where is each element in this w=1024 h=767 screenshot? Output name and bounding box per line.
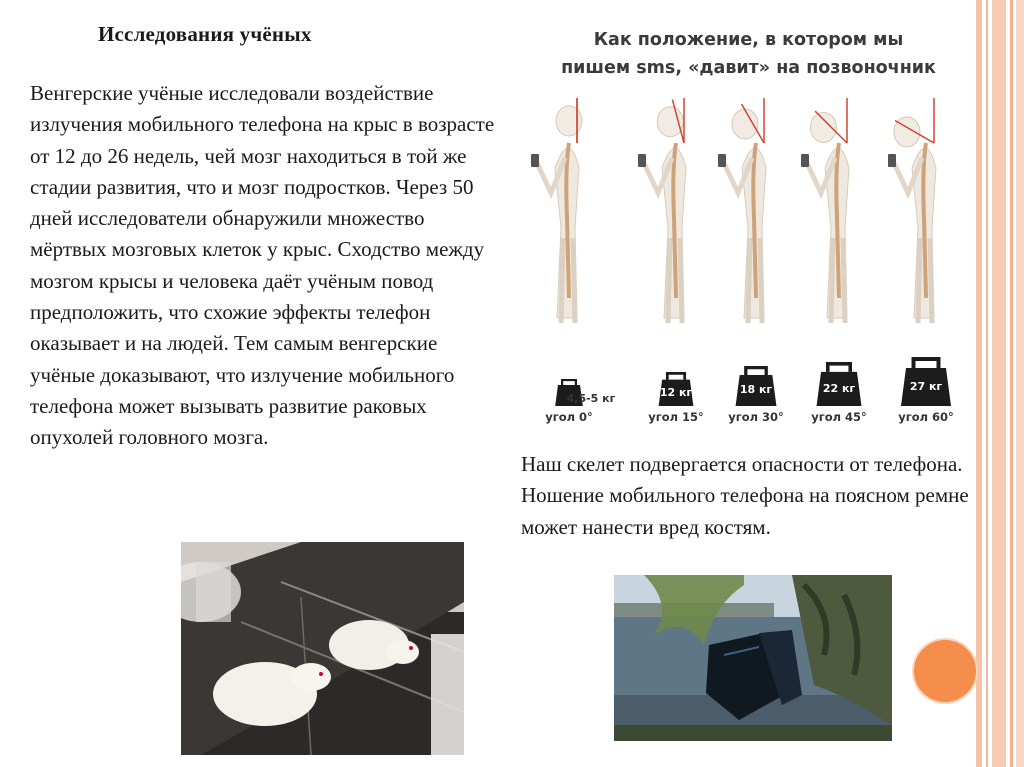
kettlebell-handle — [914, 359, 939, 368]
phone-icon — [718, 154, 726, 167]
phone-icon — [801, 154, 809, 167]
research-text: Венгерские учёные исследовали воздействие излучения мобильного телефона на крыс в возрасте от 12 до 26 недель, чей мозг находиться в той же стадии развития, что и мозг подростков. Через 50 дней исследователи обнаружили множество мёртвых мозговых клеток у крыс. Сходство между мозгом крысы и человека даёт учёным повод предположить, что схожие эффекты телефон оказывает и на людей. Тем самым венгерские учёные доказывают, что излучение мобильного телефона может вызывать развитие раковых опухолей головного мозга. — [30, 81, 495, 450]
decorative-stripe — [1016, 0, 1024, 767]
posture-infographic — [521, 18, 976, 432]
angle-label: угол 0° — [545, 410, 593, 424]
infographic-title-line-2: пишем sms, «давит» на позвоночник — [561, 58, 936, 78]
phone-icon — [638, 154, 646, 167]
weight-label: 18 кг — [739, 383, 773, 397]
decorative-stripe — [976, 0, 982, 767]
head — [810, 112, 836, 142]
leg — [748, 238, 750, 323]
infographic-title-line-1: Как положение, в котором мы — [593, 30, 904, 50]
leg — [680, 238, 682, 323]
spine — [923, 143, 926, 298]
decorative-stripe — [986, 0, 988, 767]
angle-label: угол 15° — [648, 410, 704, 424]
skeleton-figure — [638, 98, 693, 406]
spine — [673, 143, 676, 298]
leg — [930, 238, 932, 323]
kettlebell-handle — [667, 373, 684, 379]
decorative-stripe — [1010, 0, 1013, 767]
kettlebell-handle — [562, 380, 576, 385]
spine — [566, 143, 569, 298]
phone-icon — [531, 154, 539, 167]
leg — [573, 238, 575, 323]
angle-label: угол 30° — [728, 410, 784, 424]
decorative-orange-circle — [914, 640, 976, 702]
head — [732, 109, 758, 139]
decorative-stripe — [992, 0, 1006, 767]
angle-label: угол 60° — [898, 410, 954, 424]
lake-photo — [614, 575, 892, 741]
leg — [561, 238, 563, 323]
leg — [831, 238, 833, 323]
phone-icon — [888, 154, 896, 167]
skeleton-figure — [531, 98, 583, 406]
rats-photo — [181, 542, 464, 755]
leg — [843, 238, 845, 323]
infographic-title — [521, 26, 976, 82]
head — [657, 107, 683, 137]
slide-title: Исследования учёных — [98, 22, 312, 46]
head — [556, 106, 582, 136]
angle-label: угол 45° — [811, 410, 867, 424]
skeleton-figure — [888, 98, 951, 406]
weight-label: 27 кг — [909, 380, 943, 393]
leg — [918, 238, 920, 323]
weight-label: 4,5-5 кг — [566, 392, 616, 405]
weight-label: 12 кг — [659, 385, 693, 399]
kettlebell-handle — [828, 364, 850, 372]
weight-label: 22 кг — [822, 381, 856, 395]
spine — [836, 143, 839, 298]
skeleton-figure — [718, 98, 776, 406]
leg — [760, 238, 762, 323]
skeleton-figure — [801, 98, 861, 406]
spine — [753, 143, 756, 298]
skeleton-caption: Наш скелет подвергается опасности от телефона. Ношение мобильного телефона на поясном ремне может нанести вред костям. — [521, 452, 969, 539]
kettlebell-handle — [746, 368, 766, 375]
leg — [668, 238, 670, 323]
